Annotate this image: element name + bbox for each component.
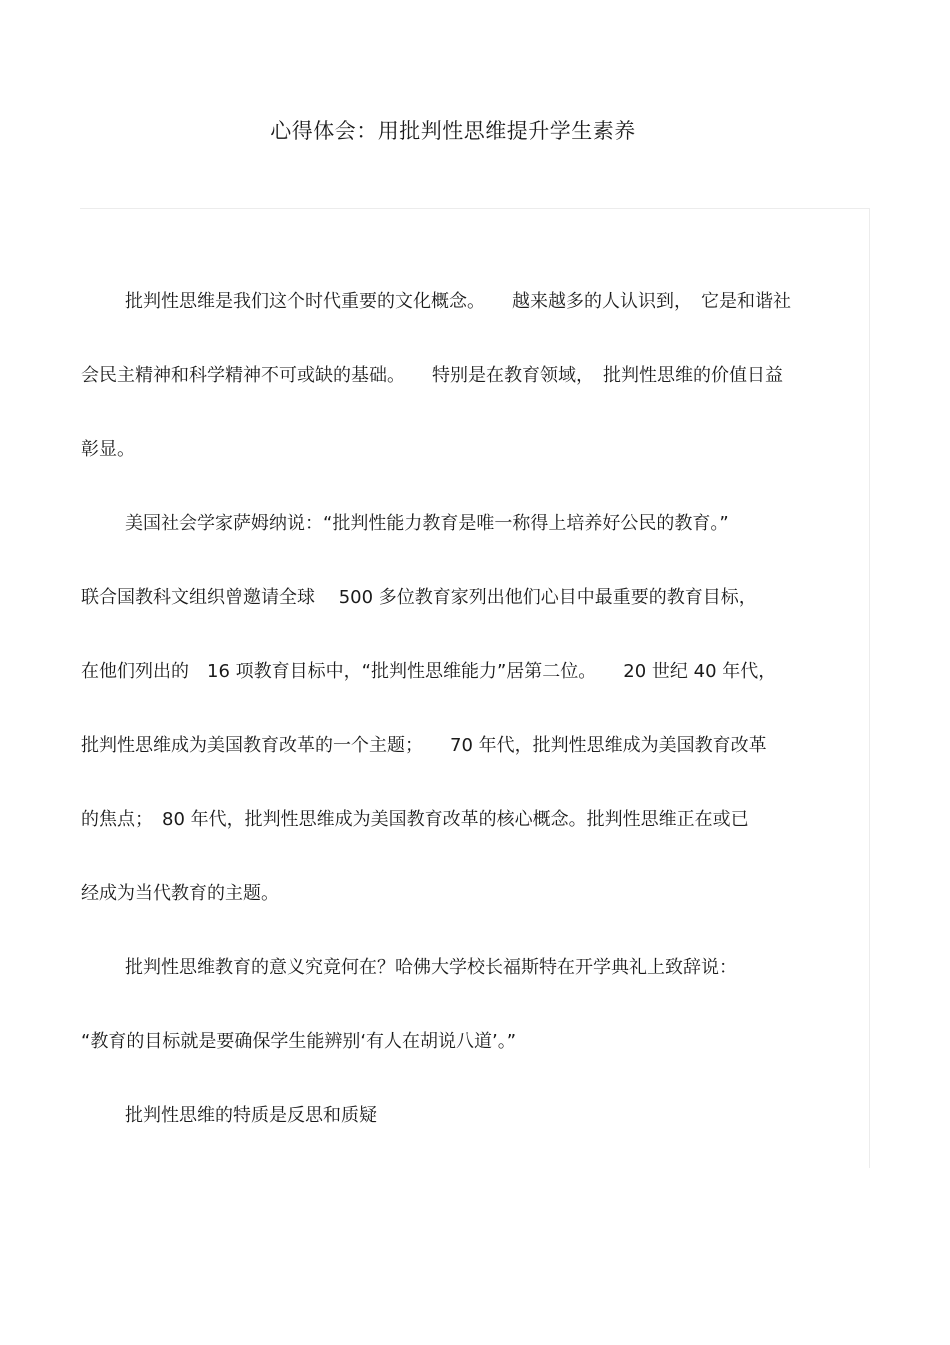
- paragraph-3-line-1: 批判性思维教育的意义究竟何在？哈佛大学校长福斯特在开学典礼上致辞说：: [125, 957, 737, 978]
- paragraph-2-line-5: 的焦点； 80 年代，批判性思维成为美国教育改革的核心概念。批判性思维正在或已: [81, 809, 749, 830]
- paragraph-1-line-1: 批判性思维是我们这个时代重要的文化概念。 越来越多的人认识到， 它是和谐社: [125, 291, 791, 312]
- page-title: 心得体会：用批判性思维提升学生素养: [270, 119, 636, 143]
- paragraph-2-line-1: 美国社会学家萨姆纳说：“批判性能力教育是唯一称得上培养好公民的教育。”: [125, 513, 729, 534]
- paragraph-3-line-2: “教育的目标就是要确保学生能辨别‘有人在胡说八道’。”: [81, 1031, 517, 1052]
- paragraph-1-line-3: 彰显。: [81, 439, 135, 460]
- paragraph-2-line-3: 在他们列出的 16 项教育目标中，“批判性思维能力”居第二位。 20 世纪 40 年代，: [81, 661, 777, 682]
- frame-top-border: [80, 208, 870, 209]
- frame-right-border: [869, 208, 870, 1168]
- paragraph-2-line-6: 经成为当代教育的主题。: [81, 883, 279, 904]
- section-heading: 批判性思维的特质是反思和质疑: [125, 1105, 377, 1126]
- paragraph-2-line-2: 联合国教科文组织曾邀请全球 500 多位教育家列出他们心目中最重要的教育目标，: [81, 587, 757, 608]
- paragraph-1-line-2: 会民主精神和科学精神不可或缺的基础。 特别是在教育领域， 批判性思维的价值日益: [81, 365, 783, 386]
- paragraph-2-line-4: 批判性思维成为美国教育改革的一个主题； 70 年代，批判性思维成为美国教育改革: [81, 735, 767, 756]
